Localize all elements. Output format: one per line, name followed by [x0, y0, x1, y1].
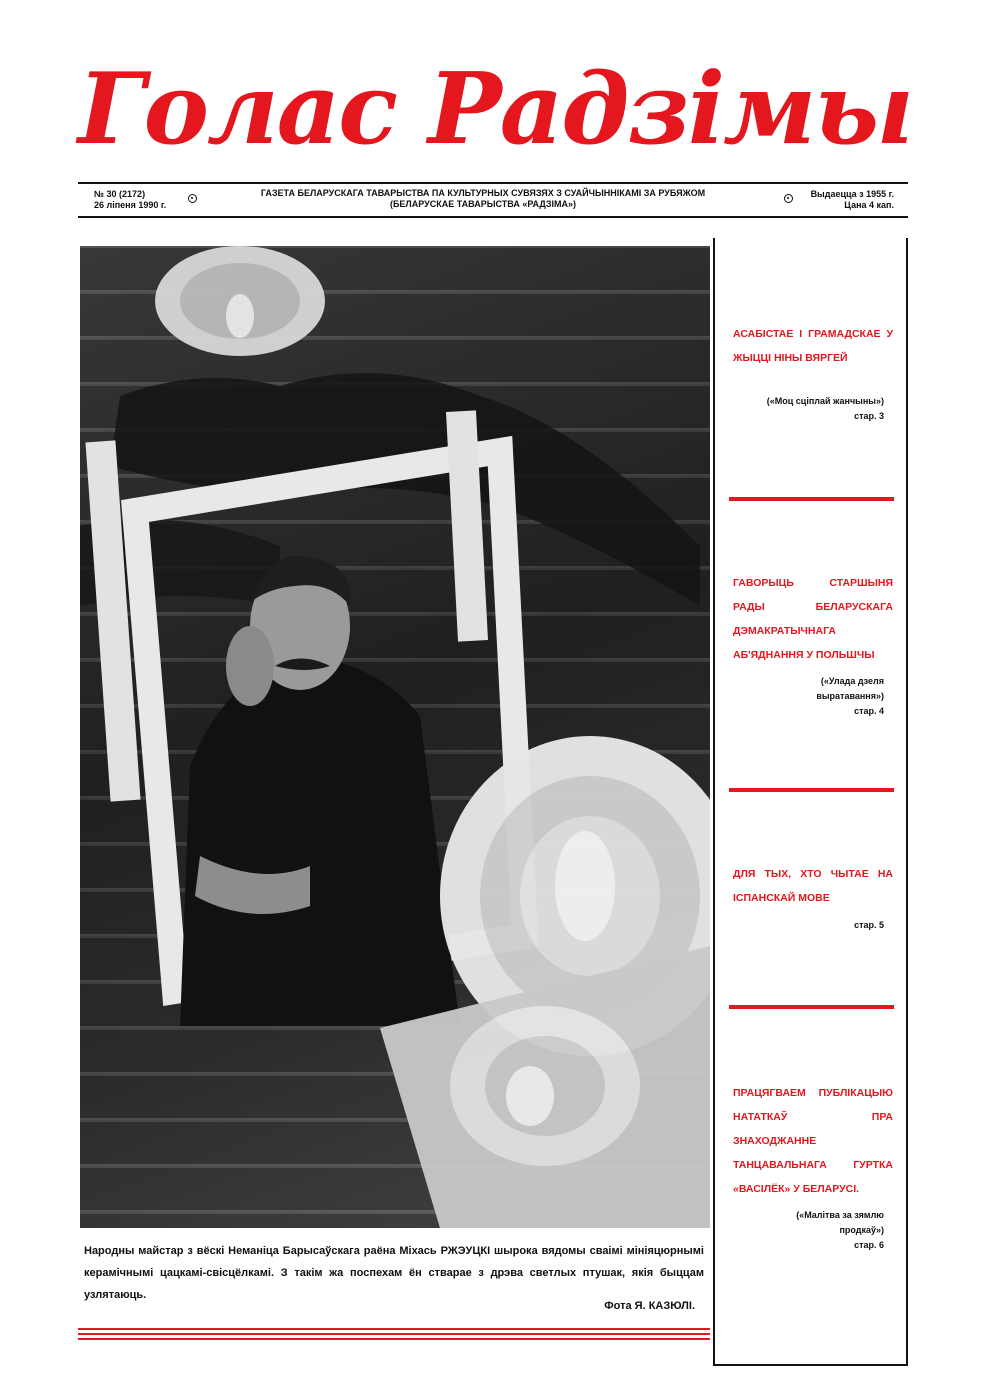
page-ref: стар. 5 — [854, 920, 884, 930]
source-title: («Моц сціплай жанчыны») — [766, 396, 884, 406]
article-source — [764, 674, 884, 719]
publisher-line-2: (БЕЛАРУСКАЕ ТАВАРЫСТВА «РАДЗІМА») — [389, 199, 577, 209]
bottom-rules — [78, 1328, 710, 1343]
headline-link[interactable]: ДЛЯ ТЫХ, ХТО ЧЫТАЕ НА ІСПАНСКАЙ МОВЕ — [733, 868, 893, 904]
publisher-line-1: ГАЗЕТА БЕЛАРУСКАГА ТАВАРЫСТВА ПА КУЛЬТУРНЫХ СУВЯЗЯХ З СУАЙЧЫННІКАМІ ЗА РУБЯЖОМ — [260, 188, 706, 198]
main-photo — [80, 246, 710, 1228]
headline-link[interactable]: АСАБІСТАЕ І ГРАМАДСКАЕ У ЖЫЦЦІ НІНЫ ВЯРГЕЙ — [733, 328, 893, 364]
portrait-figure — [180, 556, 460, 1026]
bullet-icon — [188, 194, 197, 203]
headline-link[interactable]: ПРАЦЯГВАЕМ ПУБЛІКАЦЫЮ НАТАТКАЎ ПРА ЗНАХОДЖАННЕ ТАНЦАВАЛЬНАГА ГУРТКА «ВАСІЛЁК» У БЕЛАРУСІ. — [733, 1087, 893, 1195]
source-title: («Улада дзеля выратавання») — [816, 676, 884, 701]
price: Цана 4 кап. — [844, 200, 894, 210]
info-bar — [78, 182, 908, 218]
masthead-title: Голас Радзімы — [78, 52, 913, 167]
red-rule — [78, 1333, 710, 1335]
paper-bird-top — [155, 246, 325, 356]
photo-caption: Народны майстар з вёскі Неманіца Барысаўскага раёна Міхась РЖЭУЦКІ шырока вядомы сваімі мініяцюрнымі керамічнымі цацкамі-свісцёлкамі. З такім жа поспехам ён стварае з дрэва светлых птушак, якія быццам узлятаюць. — [84, 1245, 704, 1301]
article-source — [764, 918, 884, 933]
article-source — [764, 394, 884, 424]
photo-illustration — [80, 246, 710, 1228]
red-divider — [729, 1005, 894, 1009]
page-ref: стар. 4 — [854, 706, 884, 716]
issue-date: 26 ліпеня 1990 г. — [94, 200, 167, 210]
page-ref: стар. 6 — [854, 1240, 884, 1250]
publication-info — [784, 189, 894, 211]
photo-credit: Фота Я. КАЗЮЛІ. — [604, 1300, 695, 1312]
red-rule — [78, 1328, 710, 1330]
since-year: Выдаецца з 1955 г. — [810, 189, 894, 199]
source-title: («Малітва за зямлю продкаў») — [796, 1210, 884, 1235]
red-rule — [78, 1338, 710, 1340]
article-source — [764, 1208, 884, 1253]
red-divider — [729, 497, 894, 501]
publisher-info — [223, 188, 743, 210]
issue-info — [94, 189, 194, 211]
page-ref: стар. 3 — [854, 411, 884, 421]
headline-link[interactable]: ГАВОРЫЦЬ СТАРШЫНЯ РАДЫ БЕЛАРУСКАГА ДЭМАКРАТЫЧНАГА АБ'ЯДНАННЯ У ПОЛЬШЧЫ — [733, 577, 893, 661]
issue-number: № 30 (2172) — [94, 189, 146, 199]
contents-sidebar — [713, 238, 908, 1366]
red-divider — [729, 788, 894, 792]
